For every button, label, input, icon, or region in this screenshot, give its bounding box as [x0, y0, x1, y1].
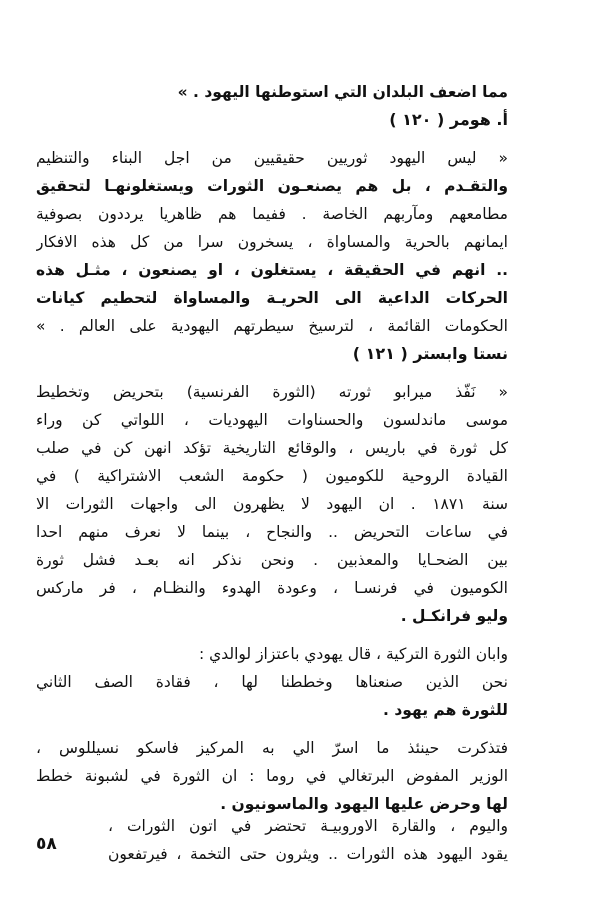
text-line-17: بين الضحـايا والمعذبين . ونحن نذكر انه بعـد فشل ثورة: [36, 551, 508, 569]
text-line-15: سنة ١٨٧١ . ان اليهود لا يظهرون الى واجهات الثورات الا: [36, 495, 508, 513]
text-line-19: وليو فرانكـل .: [400, 607, 508, 625]
text-line-22: للثورة هم يهود .: [383, 701, 508, 719]
text-line-14: القيادة الروحية للكوميون ( حكومة الشعب الاشتراكية ) في: [36, 467, 508, 485]
text-line-21: نحن الذين صنعناها وخططنا لها ، فقادة الصف الثاني: [36, 673, 508, 691]
text-line-26: واليوم ، والقارة الاوروبيـة تحتضر في اتون الثورات ،: [108, 817, 508, 835]
page-number: ٥٨: [36, 834, 57, 854]
text-line-11: « نَفّذ ميرابو ثورته (الثورة الفرنسية) بتحريض وتخطيط: [36, 383, 508, 401]
text-line-7: .. انهم في الحقيقة ، يستغلون ، او يصنعون ، مثـل هذه: [36, 261, 508, 279]
text-line-24: الوزير المفوض البرتغالي في روما : ان الثورة في لشبونة خطط: [36, 767, 508, 785]
quote-author-webster: نستا وابستر ( ١٢١ ): [352, 344, 508, 363]
text-line-6: ايمانهم بالحرية والمساواة ، يسخرون سرا من كل هذه الافكار: [36, 233, 508, 251]
text-line-25: لها وحرض عليها اليهود والماسونيون .: [220, 795, 508, 813]
text-line-9: الحكومات القائمة ، لترسيخ سيطرتهم اليهودية على العالم . »: [36, 317, 508, 335]
text-line-3: « ليس اليهود ثوريين حقيقيين من اجل البناء والتنظيم: [36, 149, 508, 167]
text-line-23: فتذكرت حينئذ ما اسرّ الي به المركيز فاسكو نسيللوس ،: [36, 739, 508, 757]
text-line-4: والتقـدم ، بل هم يصنعـون الثورات ويستغلونهـا لتحقيق: [36, 177, 508, 195]
text-line-1: مما اضعف البلدان التي استوطنها اليهود . »: [177, 83, 508, 101]
quote-author-homer: أ. هومر ( ١٢٠ ): [389, 110, 508, 129]
text-line-27: يقود اليهود هذه الثورات .. ويثرون حتى التخمة ، فيرتفعون: [108, 845, 508, 863]
text-line-8: الحركات الداعية الى الحريـة والمساواة لتحطيم كيانات: [36, 289, 508, 307]
text-line-13: كل ثورة في باريس ، والوقائع التاريخية تؤكد انهن كن في صلب: [36, 439, 508, 457]
text-line-18: الكوميون في فرنسـا ، وعودة الهدوء والنظـام ، فر ماركس: [36, 579, 508, 597]
text-line-12: موسى ماندلسون والحسناوات اليهوديات ، اللواتي كن وراء: [36, 411, 508, 429]
text-line-20: وابان الثورة التركية ، قال يهودي باعتزاز لوالدي :: [198, 645, 508, 663]
text-line-5: مطامعهم ومآربهم الخاصة . ففيما هم ظاهريا يرددون بصوفية: [36, 205, 508, 223]
text-line-16: في ساعات التحريض .. والنجاح ، بينما لا نعرف منهم احدا: [36, 523, 508, 541]
